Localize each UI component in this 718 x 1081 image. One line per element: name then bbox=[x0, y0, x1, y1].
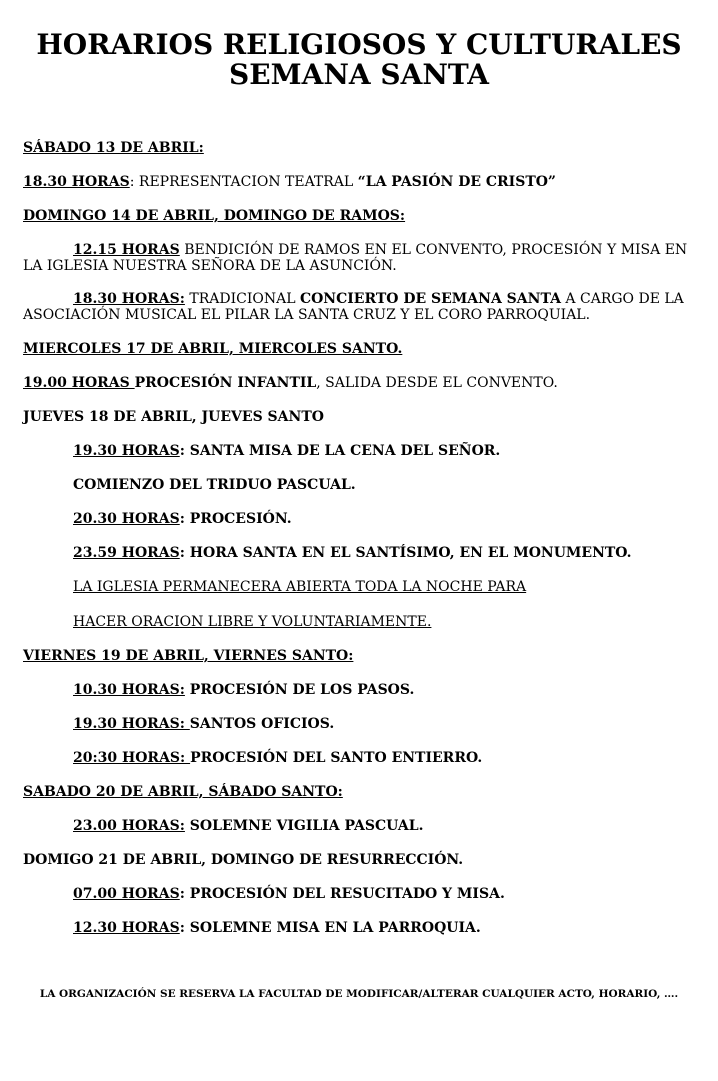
schedule-item bbox=[73, 443, 694, 459]
church-open-note-line-2: HACER ORACION LIBRE Y VOLUNTARIAMENTE. bbox=[73, 614, 432, 630]
event-text: A CARGO DE LA ASOCIACIÓN MUSICAL EL PILAR LA SANTA CRUZ Y EL CORO PARROQUIAL. bbox=[23, 291, 684, 323]
event-text: PROCESIÓN DE LOS PASOS. bbox=[184, 682, 415, 698]
schedule-item bbox=[73, 886, 694, 902]
triduo-note: COMIENZO DEL TRIDUO PASCUAL. bbox=[73, 477, 356, 493]
schedule-item bbox=[73, 716, 694, 732]
event-time: 20.30 HORAS bbox=[73, 511, 180, 527]
day-heading-domingo-21: DOMIGO 21 DE ABRIL, DOMINGO DE RESURRECCIÓN. bbox=[23, 852, 464, 868]
event-text: : PROCESIÓN. bbox=[179, 511, 292, 527]
title-line-1: HORARIOS RELIGIOSOS Y CULTURALES bbox=[36, 28, 682, 61]
day-heading-miercoles-17: MIERCOLES 17 DE ABRIL, MIERCOLES SANTO. bbox=[23, 341, 403, 357]
event-time: 12.15 HORAS bbox=[73, 242, 180, 258]
event-time: 10.30 HORAS: bbox=[73, 682, 185, 698]
day-heading-sabado-20: SABADO 20 DE ABRIL, SÁBADO SANTO: bbox=[23, 784, 343, 800]
event-text: TRADICIONAL bbox=[184, 291, 300, 307]
event-text: SOLEMNE VIGILIA PASCUAL. bbox=[184, 818, 424, 834]
event-title: PROCESIÓN INFANTIL bbox=[134, 375, 317, 391]
event-time: 18.30 HORAS: bbox=[73, 291, 185, 307]
organization-disclaimer: LA ORGANIZACIÓN SE RESERVA LA FACULTAD DE MODIFICAR/ALTERAR CUALQUIER ACTO, HORARIO, …. bbox=[39, 988, 679, 1000]
schedule-item bbox=[73, 545, 694, 561]
event-time: 23.00 HORAS: bbox=[73, 818, 185, 834]
event-time: 18.30 HORAS bbox=[23, 174, 130, 190]
event-time: 23.59 HORAS bbox=[73, 545, 180, 561]
day-heading-domingo-14: DOMINGO 14 DE ABRIL, DOMINGO DE RAMOS: bbox=[23, 208, 406, 224]
event-text: , SALIDA DESDE EL CONVENTO. bbox=[316, 375, 558, 391]
schedule-item bbox=[73, 511, 694, 527]
event-time: 19.30 HORAS: bbox=[73, 716, 190, 732]
event-time: 07.00 HORAS bbox=[73, 886, 180, 902]
schedule-item bbox=[23, 375, 694, 391]
day-heading-viernes-19: VIERNES 19 DE ABRIL, VIERNES SANTO: bbox=[23, 648, 354, 664]
event-title: CONCIERTO DE SEMANA SANTA bbox=[299, 291, 561, 307]
event-text: BENDICIÓN DE RAMOS EN EL CONVENTO, PROCESIÓN Y MISA EN LA IGLESIA NUESTRA SEÑORA DE LA ASUNCIÓN. bbox=[23, 242, 688, 274]
schedule-item bbox=[73, 920, 694, 936]
event-title: “LA PASIÓN DE CRISTO” bbox=[357, 174, 556, 190]
schedule-item bbox=[73, 682, 694, 698]
event-time: 20:30 HORAS: bbox=[73, 750, 191, 766]
event-text: : HORA SANTA EN EL SANTÍSIMO, EN EL MONUMENTO. bbox=[179, 545, 632, 561]
event-text: : SANTA MISA DE LA CENA DEL SEÑOR. bbox=[179, 443, 501, 459]
event-time: 19.30 HORAS bbox=[73, 443, 180, 459]
day-heading-jueves-18: JUEVES 18 DE ABRIL, JUEVES SANTO bbox=[23, 409, 324, 425]
event-time: 19.00 HORAS bbox=[23, 375, 135, 391]
event-text: : REPRESENTACION TEATRAL bbox=[129, 174, 358, 190]
title-line-2: SEMANA SANTA bbox=[229, 58, 489, 91]
event-text: : PROCESIÓN DEL RESUCITADO Y MISA. bbox=[179, 886, 505, 902]
event-text: : SOLEMNE MISA EN LA PARROQUIA. bbox=[179, 920, 481, 936]
schedule-item bbox=[73, 750, 694, 766]
schedule-item bbox=[23, 291, 694, 323]
event-text: PROCESIÓN DEL SANTO ENTIERRO. bbox=[190, 750, 483, 766]
schedule-item bbox=[73, 818, 694, 834]
event-text: SANTOS OFICIOS. bbox=[189, 716, 335, 732]
church-open-note-line-1: LA IGLESIA PERMANECERA ABIERTA TODA LA NOCHE PARA bbox=[73, 579, 527, 595]
schedule-item bbox=[23, 242, 694, 274]
schedule-item bbox=[23, 174, 694, 190]
event-time: 12.30 HORAS bbox=[73, 920, 180, 936]
page-title bbox=[0, 30, 718, 90]
day-heading-sabado-13: SÁBADO 13 DE ABRIL: bbox=[23, 140, 204, 156]
